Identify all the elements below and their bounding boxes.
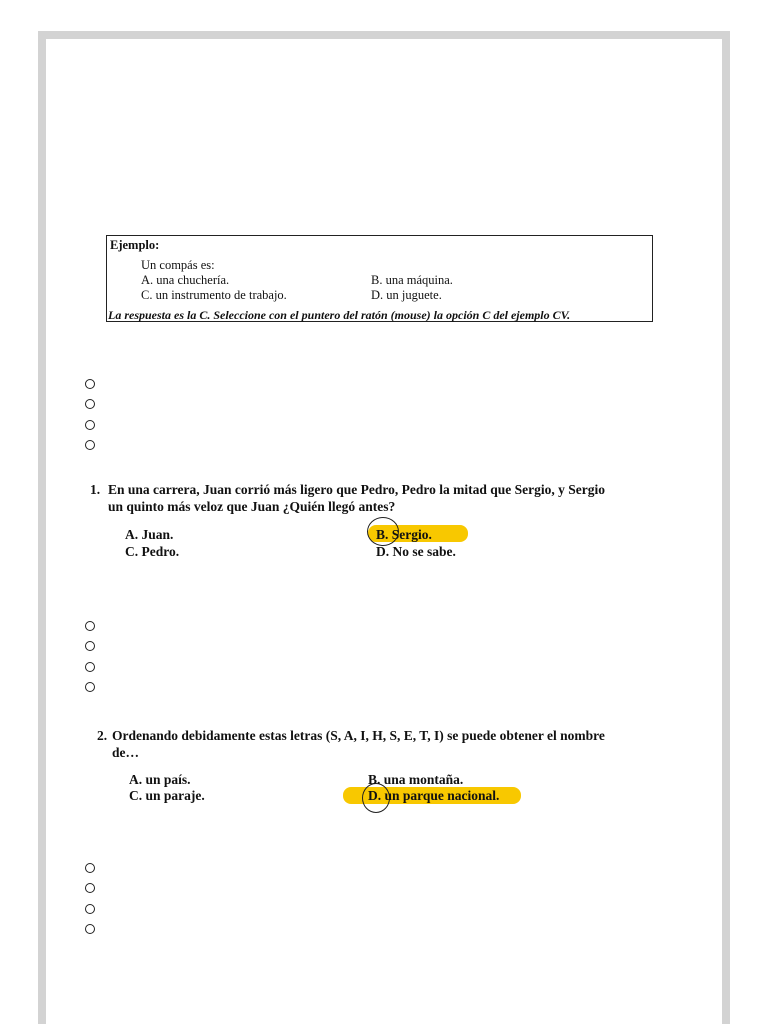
example-radio-a[interactable]	[85, 379, 95, 389]
example-box	[106, 235, 653, 322]
question-2-radio-b[interactable]	[85, 883, 95, 893]
question-2-text-line2: de…	[112, 745, 139, 760]
question-2-radio-a[interactable]	[85, 863, 95, 873]
question-1-option-b[interactable]: B. Sergio.	[376, 527, 432, 542]
example-radio-d[interactable]	[85, 440, 95, 450]
question-2-option-c[interactable]: C. un paraje.	[129, 788, 205, 803]
question-1-option-c[interactable]: C. Pedro.	[125, 544, 180, 559]
question-2-number: 2.	[97, 728, 108, 743]
question-2-text-line1: Ordenando debidamente estas letras (S, A, I, H, S, E, T, I) se puede obtener el nombre	[112, 728, 605, 743]
example-option-b: B. una máquina.	[371, 273, 453, 287]
question-1-option-d[interactable]: D. No se sabe.	[376, 544, 456, 559]
question-1-radio-a[interactable]	[85, 621, 95, 631]
example-option-a: A. una chuchería.	[141, 273, 230, 287]
example-option-d: D. un juguete.	[371, 288, 442, 302]
example-option-c: C. un instrumento de trabajo.	[141, 288, 287, 302]
example-radio-b[interactable]	[85, 399, 95, 409]
question-1-text-line1: En una carrera, Juan corrió más ligero que Pedro, Pedro la mitad que Sergio, y Sergio	[108, 482, 605, 497]
question-1-option-a[interactable]: A. Juan.	[125, 527, 174, 542]
question-1-number: 1.	[90, 482, 101, 497]
question-1-radio-b[interactable]	[85, 641, 95, 651]
question-2-radio-c[interactable]	[85, 904, 95, 914]
question-2-option-d[interactable]: D. un parque nacional.	[368, 788, 500, 803]
example-radio-c[interactable]	[85, 420, 95, 430]
question-1-text-line2: un quinto más veloz que Juan ¿Quién llegó antes?	[108, 499, 396, 514]
question-2-option-a[interactable]: A. un país.	[129, 772, 191, 787]
question-2-option-b[interactable]: B. una montaña.	[368, 772, 464, 787]
question-1-radio-c[interactable]	[85, 662, 95, 672]
example-title: Ejemplo:	[110, 238, 160, 252]
example-question: Un compás es:	[141, 258, 215, 272]
example-note: La respuesta es la C. Seleccione con el puntero del ratón (mouse) la opción C del ejemplo CV.	[108, 308, 571, 322]
question-1-radio-d[interactable]	[85, 682, 95, 692]
question-2-radio-d[interactable]	[85, 924, 95, 934]
